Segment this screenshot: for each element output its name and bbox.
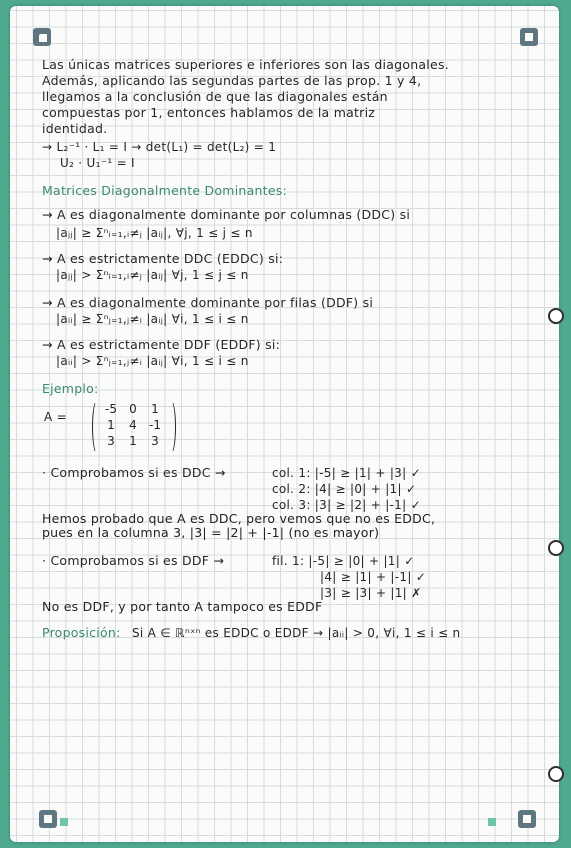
- matrix-name: A =: [44, 410, 67, 424]
- corner-bracket-icon: [39, 810, 57, 828]
- corner-bracket-icon: [33, 28, 51, 46]
- corner-bracket-icon: [518, 810, 536, 828]
- ddf-check-intro: · Comprobamos si es DDF →: [42, 553, 225, 568]
- matrix-cell: 3: [151, 434, 159, 448]
- binder-ring-hole: [548, 308, 564, 324]
- header-line: identidad.: [42, 121, 108, 136]
- identity-note-line: → L₂⁻¹ · L₁ = I → det(L₁) = det(L₂) = 1: [42, 140, 277, 154]
- matrix-cell: 1: [107, 418, 115, 432]
- ddc-check-text: col. 2: |4| ≥ |0| + |1|: [272, 482, 402, 496]
- definition-text: → A es diagonalmente dominante por filas (DDF) si: [42, 295, 374, 310]
- header-line: llegamos a la conclusión de que las diagonales están: [42, 89, 388, 104]
- check-icon: ✓: [405, 482, 417, 496]
- check-icon: ✓: [404, 554, 415, 568]
- check-icon: ✓: [415, 570, 427, 584]
- matrix-cell: 4: [129, 418, 137, 432]
- matrix-cell: 0: [129, 402, 137, 416]
- identity-note-line: U₂ · U₁⁻¹ = I: [60, 156, 135, 170]
- example-matrix: [92, 400, 176, 452]
- check-icon: ✓: [410, 466, 421, 480]
- ddf-check-row: [272, 554, 415, 568]
- ddc-conclusion-line: pues en la columna 3, |3| = |2| + |-1| (no es mayor): [42, 525, 380, 540]
- ddc-check-intro: · Comprobamos si es DDC →: [42, 465, 226, 480]
- example-label: Ejemplo:: [42, 381, 99, 396]
- binder-ring-hole: [548, 540, 564, 556]
- header-line: compuestas por 1, entonces hablamos de la matriz: [42, 105, 376, 120]
- ddc-conclusion-line: Hemos probado que A es DDC, pero vemos que no es EDDC,: [42, 511, 436, 526]
- matrix-cell: -5: [105, 402, 117, 416]
- ddc-check-text: col. 3: |3| ≥ |2| + |-1|: [272, 498, 407, 512]
- matrix-cell: 1: [129, 434, 137, 448]
- teal-square-icon: [60, 818, 68, 826]
- proposition-label: Proposición:: [42, 625, 121, 640]
- proposition-text: Si A ∈ ℝⁿˣⁿ es EDDC o EDDF → |aᵢᵢ| > 0, ∀i, 1 ≤ i ≤ n: [132, 626, 461, 640]
- matrix-cell: 3: [107, 434, 115, 448]
- ddc-check-row: [272, 466, 421, 480]
- right-parenthesis: [166, 400, 176, 454]
- section-title: Matrices Diagonalmente Dominantes:: [42, 183, 287, 198]
- ddf-check-text: |3| ≥ |3| + |1|: [320, 586, 408, 600]
- binder-ring-hole: [548, 766, 564, 782]
- ddf-check-text: |4| ≥ |1| + |-1|: [320, 570, 412, 584]
- definition-text: → A es estrictamente DDF (EDDF) si:: [42, 337, 281, 352]
- definition-text: → A es estrictamente DDC (EDDC) si:: [42, 251, 284, 266]
- header-line: Además, aplicando las segundas partes de las prop. 1 y 4,: [42, 73, 422, 88]
- notebook-page: [10, 6, 559, 842]
- definition-formula: |aᵢᵢ| > Σⁿⱼ₌₁,ⱼ≠ᵢ |aᵢⱼ| ∀i, 1 ≤ i ≤ n: [56, 354, 249, 368]
- matrix-cell: -1: [149, 418, 161, 432]
- ddc-check-row: [272, 498, 421, 512]
- definition-formula: |aⱼⱼ| > Σⁿᵢ₌₁,ᵢ≠ⱼ |aᵢⱼ| ∀j, 1 ≤ j ≤ n: [56, 268, 249, 282]
- definition-formula: |aᵢᵢ| ≥ Σⁿⱼ₌₁,ⱼ≠ᵢ |aᵢⱼ| ∀i, 1 ≤ i ≤ n: [56, 312, 249, 326]
- ddc-check-text: col. 1: |-5| ≥ |1| + |3|: [272, 466, 407, 480]
- teal-square-icon: [488, 818, 496, 826]
- ddf-check-row: [320, 570, 426, 584]
- header-line: Las únicas matrices superiores e inferiores son las diagonales.: [42, 57, 449, 72]
- matrix-cell: 1: [151, 402, 159, 416]
- check-icon: ✓: [410, 498, 421, 512]
- ddf-conclusion: No es DDF, y por tanto A tampoco es EDDF: [42, 599, 323, 614]
- cross-icon: ✗: [411, 586, 422, 600]
- definition-text: → A es diagonalmente dominante por columnas (DDC) si: [42, 207, 411, 222]
- definition-formula: |aⱼⱼ| ≥ Σⁿᵢ₌₁,ᵢ≠ⱼ |aᵢⱼ|, ∀j, 1 ≤ j ≤ n: [56, 226, 253, 240]
- ddf-check-text: fil. 1: |-5| ≥ |0| + |1|: [272, 554, 401, 568]
- ddc-check-row: [272, 482, 416, 496]
- ddf-check-row: [320, 586, 422, 600]
- corner-bracket-icon: [520, 28, 538, 46]
